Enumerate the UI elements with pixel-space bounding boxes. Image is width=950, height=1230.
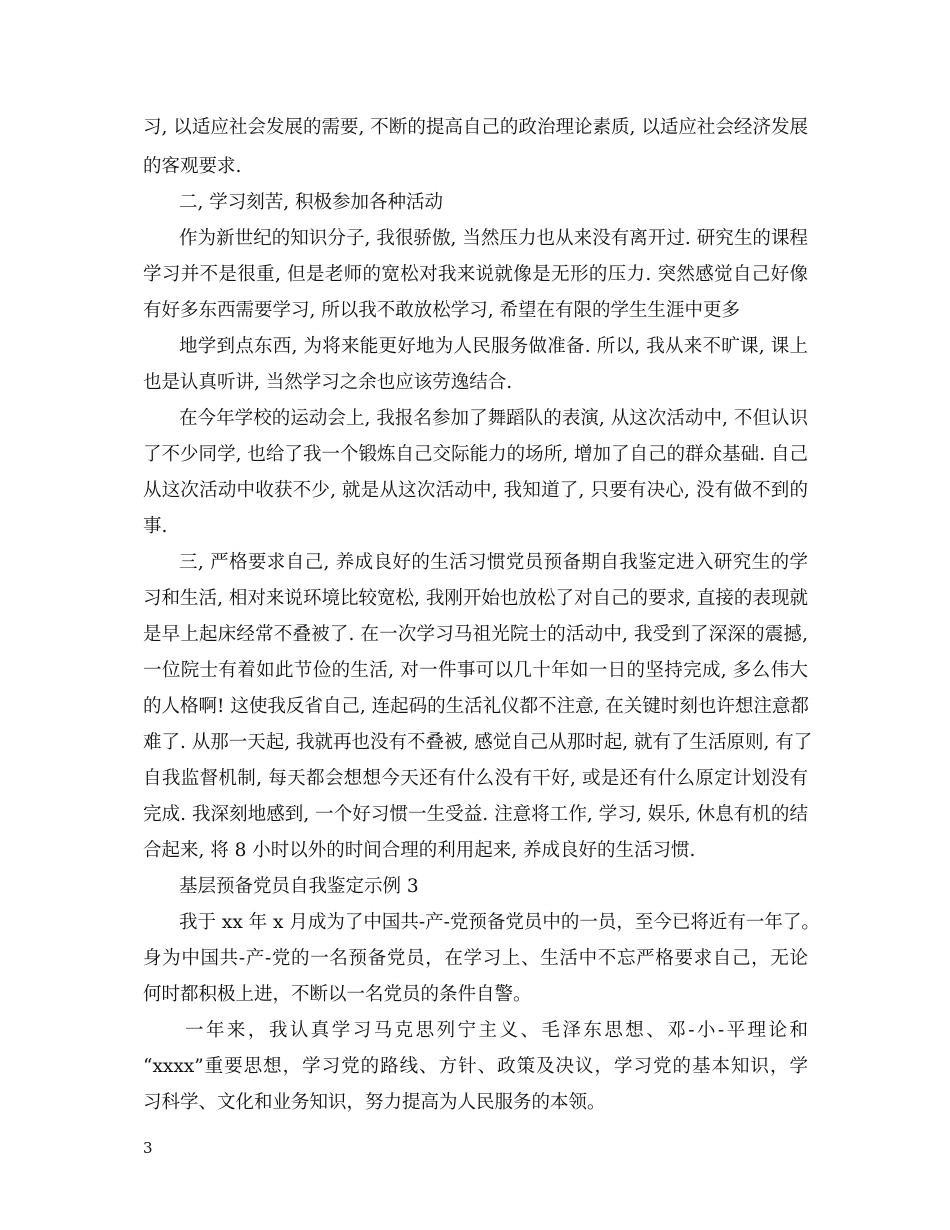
text-line: 有好多东西需要学习, 所以我不敢放松学习, 希望在有限的学生生涯中更多 bbox=[143, 300, 741, 321]
text-line: 学习并不是很重, 但是老师的宽松对我来说就像是无形的压力. 突然感觉自己好像 bbox=[143, 264, 808, 285]
text-line: 从这次活动中收获不少, 就是从这次活动中, 我知道了, 只要有决心, 没有做不到的 bbox=[143, 480, 808, 501]
text-line: 也是认真听讲, 当然学习之余也应该劳逸结合. bbox=[143, 372, 513, 393]
text-line: 习, 以适应社会发展的需要, 不断的提高自己的政治理论素质, 以适应社会经济发展 bbox=[143, 117, 808, 138]
text-line: 我于 xx 年 x 月成为了中国共-产-党预备党员中的一员，至今已将近有一年了。 bbox=[179, 912, 820, 933]
text-line: 难了. 从那一天起, 我就再也没有不叠被, 感觉自己从那时起, 就有了生活原则, 有了 bbox=[143, 732, 813, 753]
text-line: 自我监督机制, 每天都会想想今天还有什么没有干好, 或是还有什么原定计划没有 bbox=[143, 768, 808, 789]
text-line: 了不少同学, 也给了我一个锻炼自己交际能力的场所, 增加了自己的群众基础. 自己 bbox=[143, 444, 808, 465]
text-line: 地学到点东西, 为将来能更好地为人民服务做准备. 所以, 我从来不旷课, 课上 bbox=[179, 336, 808, 357]
text-line: 身为中国共-产-党的一名预备党员，在学习上、生活中不忘严格要求自己，无论 bbox=[143, 948, 808, 969]
text-line: 一位院士有着如此节俭的生活, 对一件事可以几十年如一日的坚持完成, 多么伟大 bbox=[143, 660, 808, 681]
text-line: 完成. 我深刻地感到, 一个好习惯一生受益. 注意将工作, 学习, 娱乐, 休息有机的结 bbox=[143, 804, 808, 825]
text-line: 习和生活, 相对来说环境比较宽松, 我刚开始也放松了对自己的要求, 直接的表现就 bbox=[143, 588, 808, 609]
section-heading: 二, 学习刻苦, 积极参加各种活动 bbox=[179, 192, 444, 213]
page-number: 3 bbox=[143, 1139, 153, 1157]
text-line: 一年来，我认真学习马克思列宁主义、毛泽东思想、邓-小-平理论和 bbox=[185, 1020, 808, 1041]
text-line: 三, 严格要求自己, 养成良好的生活习惯党员预备期自我鉴定进入研究生的学 bbox=[179, 552, 808, 573]
text-line: 在今年学校的运动会上, 我报名参加了舞蹈队的表演, 从这次活动中, 不但认识 bbox=[179, 408, 808, 429]
text-line: “xxxx”重要思想，学习党的路线、方针、政策及决议，学习党的基本知识，学 bbox=[143, 1056, 808, 1077]
text-line: 事. bbox=[143, 516, 168, 537]
section-heading: 基层预备党员自我鉴定示例 3 bbox=[179, 876, 419, 897]
text-line: 合起来, 将 8 小时以外的时间合理的利用起来, 养成良好的生活习惯. bbox=[143, 840, 696, 861]
text-line: 的客观要求. bbox=[143, 156, 242, 177]
text-line: 何时都积极上进，不断以一名党员的条件自警。 bbox=[143, 984, 532, 1005]
text-line: 习科学、文化和业务知识，努力提高为人民服务的本领。 bbox=[143, 1092, 606, 1113]
text-line: 作为新世纪的知识分子, 我很骄傲, 当然压力也从来没有离开过. 研究生的课程 bbox=[179, 228, 808, 249]
text-line: 是早上起床经常不叠被了. 在一次学习马祖光院士的活动中, 我受到了深深的震撼, bbox=[143, 624, 808, 645]
text-line: 的人格啊! 这使我反省自己, 连起码的生活礼仪都不注意, 在关键时刻也许想注意都 bbox=[143, 696, 809, 717]
